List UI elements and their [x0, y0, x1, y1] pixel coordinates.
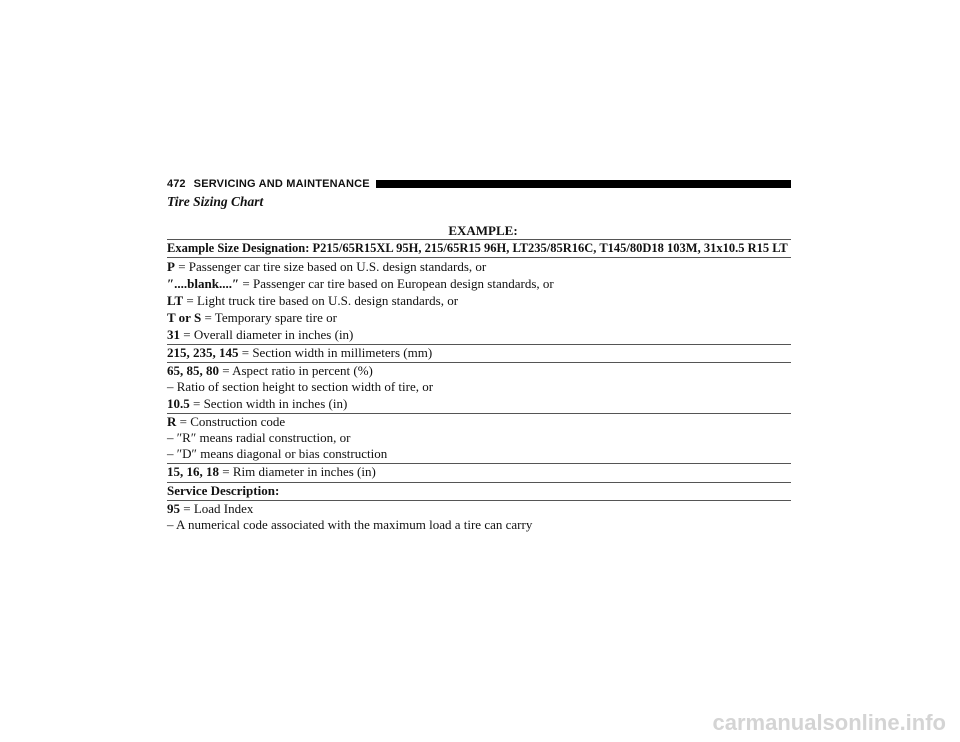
definition: – ″D″ means diagonal or bias construction	[167, 446, 388, 462]
term: 31	[167, 327, 180, 342]
definition: = Aspect ratio in percent (%)	[219, 363, 373, 379]
term: 10.5	[167, 395, 190, 411]
definition: = Passenger car tire based on European design standards, or	[239, 276, 554, 291]
term: ″....blank....″	[167, 276, 240, 291]
table-line	[167, 414, 791, 430]
table-group	[167, 363, 791, 414]
definition: = Overall diameter in inches (in)	[180, 327, 354, 342]
page-number: 472	[167, 178, 186, 190]
term: R	[167, 413, 177, 429]
header-rule	[376, 180, 791, 188]
table-line	[167, 464, 791, 480]
table-group	[167, 483, 791, 501]
table-group	[167, 501, 791, 534]
table-line	[167, 430, 791, 446]
table-line	[167, 258, 791, 275]
definition: = Light truck tire based on U.S. design standards, or	[183, 293, 459, 308]
table-line	[167, 379, 791, 395]
term: T or S	[167, 310, 202, 325]
definition: = Passenger car tire size based on U.S. design standards, or	[174, 259, 487, 274]
definition: – A numerical code associated with the maximum load a tire can carry	[167, 516, 533, 532]
term: P	[167, 259, 175, 274]
term: LT	[167, 293, 184, 308]
table-line	[167, 517, 791, 533]
table-group	[167, 464, 791, 482]
table-line	[167, 446, 791, 462]
table-line	[167, 483, 791, 499]
term: 65, 85, 80	[167, 363, 219, 379]
definition: = Temporary spare tire or	[201, 310, 337, 325]
definition: – Ratio of section height to section width of tire, or	[167, 379, 434, 395]
table-line	[167, 363, 791, 379]
definition: – ″R″ means radial construction, or	[167, 429, 351, 445]
table-line	[167, 326, 791, 343]
table-line	[167, 292, 791, 309]
section-title: SERVICING AND MAINTENANCE	[193, 178, 370, 190]
term: Service Description:	[167, 482, 280, 498]
table-line	[167, 345, 791, 361]
table-line	[167, 275, 791, 292]
table-line	[167, 396, 791, 412]
definition: = Construction code	[176, 413, 286, 429]
definition: = Section width in millimeters (mm)	[238, 345, 433, 360]
table-group	[167, 414, 791, 465]
term: 95	[167, 500, 180, 516]
table-line	[167, 309, 791, 326]
page-header	[167, 177, 791, 191]
term: 15, 16, 18	[167, 464, 219, 480]
definition: = Section width in inches (in)	[189, 395, 348, 411]
table-line	[167, 501, 791, 517]
tire-sizing-table	[167, 223, 791, 534]
table-group	[167, 345, 791, 363]
table-heading: EXAMPLE:	[448, 223, 518, 238]
definition: = Rim diameter in inches (in)	[219, 464, 376, 480]
term: 215, 235, 145	[167, 345, 239, 360]
table-body	[167, 258, 791, 534]
watermark: carmanualsonline.info	[712, 710, 946, 735]
table-group	[167, 258, 791, 345]
chart-title: Tire Sizing Chart	[167, 194, 264, 209]
example-designation: Example Size Designation: P215/65R15XL 95H, 215/65R15 96H, LT235/85R16C, T145/80D18 103M, 31x10.5 R15 LT	[167, 239, 791, 258]
definition: = Load Index	[180, 500, 254, 516]
